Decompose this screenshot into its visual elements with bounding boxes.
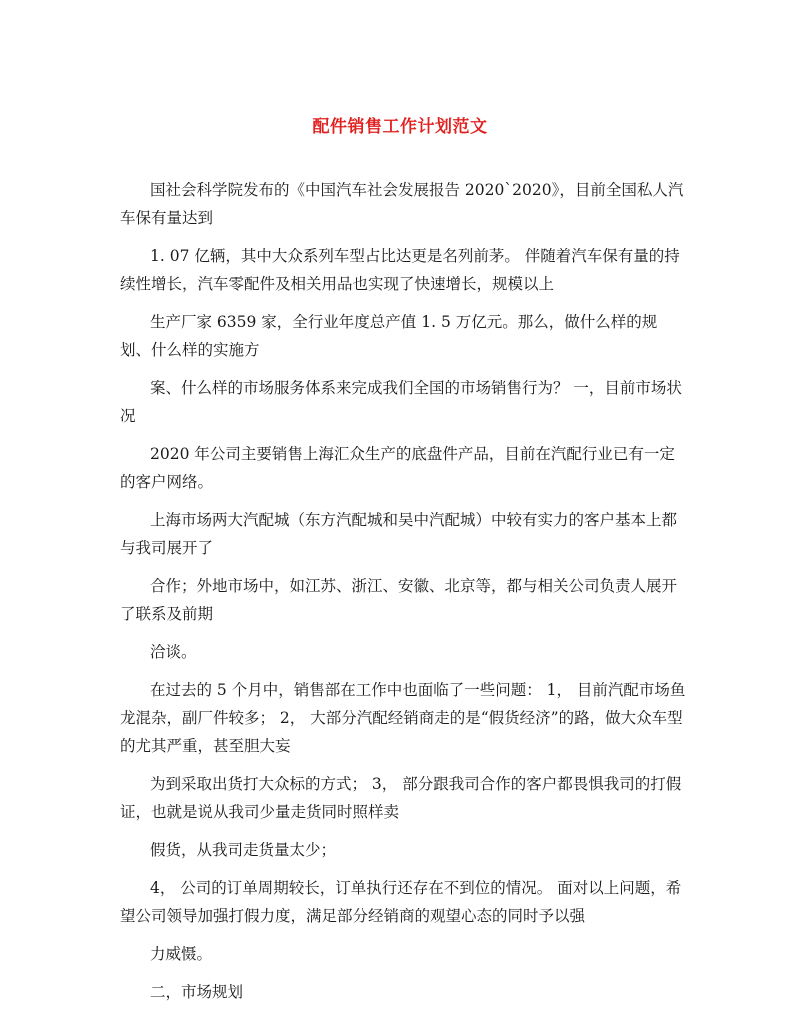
paragraph: 合作；外地市场中，如江苏、浙江、安徽、北京等，都与相关公司负责人展开了联系及前期	[120, 577, 678, 623]
paragraph: 假货，从我司走货量太少；	[150, 841, 337, 859]
paragraph: 在过去的 5 个月中，销售部在工作中也面临了一些问题： 1， 目前汽配市场鱼龙混杂，副厂件较多； 2， 大部分汽配经销商走的是“假货经济”的路，做大众车型的尤其严重，甚至胆大妄	[120, 681, 686, 755]
paragraph: 案、什么样的市场服务体系来完成我们全国的市场销售行为？ 一，目前市场状况	[120, 379, 682, 425]
paragraph: 2020 年公司主要销售上海汇众生产的底盘件产品，目前在汽配行业已有一定的客户网络。	[120, 445, 675, 491]
paragraph: 1. 07 亿辆，其中大众系列车型占比达更是名列前茅。 伴随着汽车保有量的持续性增长，汽车零配件及相关用品也实现了快速增长，规模以上	[120, 247, 680, 293]
paragraph: 上海市场两大汽配城（东方汽配城和吴中汽配城）中较有实力的客户基本上都与我司展开了	[120, 511, 678, 557]
paragraph: 洽谈。	[150, 643, 197, 661]
document-body	[120, 176, 688, 1016]
document-title: 配件销售工作计划范文	[312, 117, 488, 137]
section-heading: 二，市场规划	[150, 983, 244, 1001]
paragraph: 力威慑。	[150, 945, 213, 963]
paragraph: 为到采取出货打大众标的方式； 3， 部分跟我司合作的客户都畏惧我司的打假证，也就是说从我司少量走货同时照样卖	[120, 775, 682, 821]
paragraph: 生产厂家 6359 家，全行业年度总产值 1. 5 万亿元。那么，做什么样的规划、什么样的实施方	[120, 313, 658, 359]
paragraph: 4， 公司的订单周期较长，订单执行还存在不到位的情况。 面对以上问题，希望公司领导加强打假力度，满足部分经销商的观望心态的同时予以强	[120, 879, 682, 925]
paragraph: 国社会科学院发布的《中国汽车社会发展报告 2020`2020》，目前全国私人汽车保有量达到	[120, 181, 684, 227]
